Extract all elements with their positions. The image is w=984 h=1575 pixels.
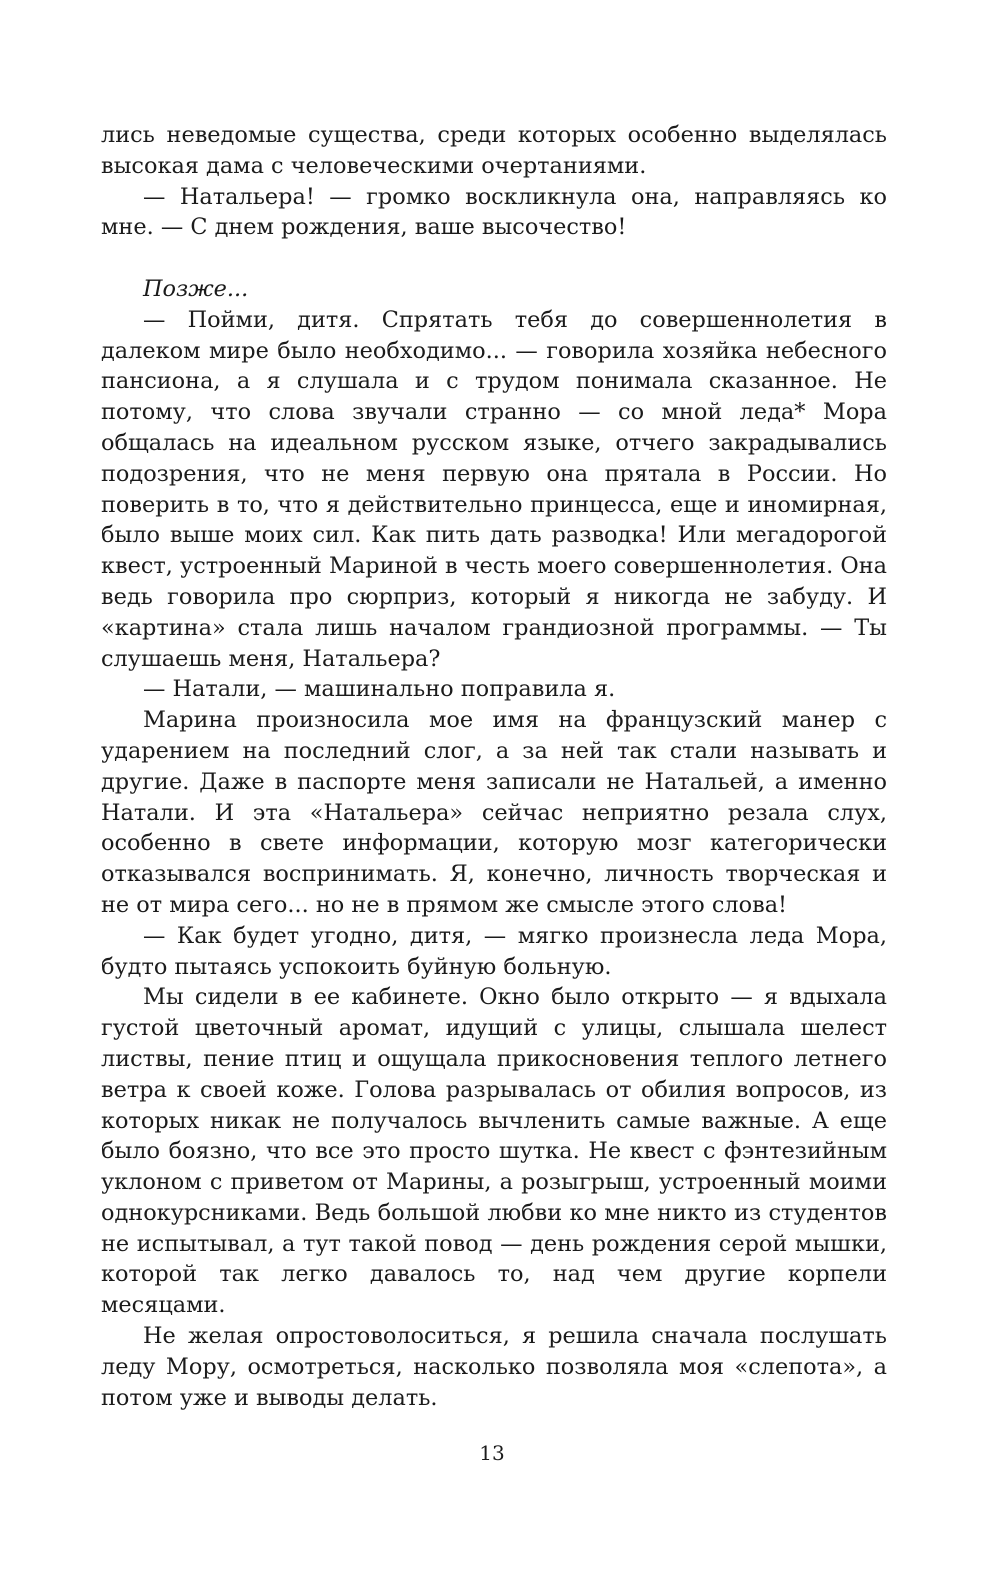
paragraph-leda-mora-speech: — Пойми, дитя. Спрятать тебя до совершеннолетия в далеком мире было необходимо... — говорила хозяйка небесного пансиона, а я слушала и с трудом понимала сказанное. Не потому, что слова звучали странно — со мной леда* Мора общалась на идеальном русском языке, отчего закрадывались подозрения, что не меня первую она прятала в России. Но поверить в то, что я действительно принцесса, еще и иномирная, было выше моих сил. Как пить дать разводка! Или мегадорогой квест, устроенный Мариной в честь моего совершеннолетия. Она ведь говорила про сюрприз, который я никогда не забуду. И «картина» стала лишь началом грандиозной программы. — Ты слушаешь меня, Натальера? [101, 306, 887, 672]
paragraph-dialogue-greeting: — Натальера! — громко воскликнула она, направляясь ко мне. — С днем рождения, ваше высочество! [101, 183, 887, 241]
paragraph-decision: Не желая опростоволоситься, я решила сначала послушать леду Мору, осмотреться, насколько позволяла моя «слепота», а потом уже и выводы делать. [101, 1323, 887, 1411]
paragraph-leda-mora-reply: — Как будет угодно, дитя, — мягко произнесла леда Мора, будто пытаясь успокоить буйную больную. [101, 922, 887, 980]
paragraph-continuation: лись неведомые существа, среди которых особенно выделялась высокая дама с человеческими очертаниями. [101, 122, 887, 179]
paragraph-correction: — Натали, — машинально поправила я. [143, 676, 616, 703]
page-number: 13 [479, 1441, 505, 1465]
scene-break-later: Позже... [143, 275, 249, 302]
book-page-text [101, 120, 887, 1413]
paragraph-name-explanation: Марина произносила мое имя на французский манер с ударением на последний слог, а за ней так стали называть и другие. Даже в паспорте меня записали не Натальей, а именно Натали. И эта «Натальера» сейчас неприятно резала слух, особенно в свете информации, которую мозг категорически отказывался воспринимать. Я, конечно, личность творческая и не от мира сего... но не в прямом же смысле этого слова! [101, 707, 887, 918]
paragraph-office-scene: Мы сидели в ее кабинете. Окно было открыто — я вдыхала густой цветочный аромат, идущий с улицы, слышала шелест листвы, пение птиц и ощущала прикосновения теплого летнего ветра к своей коже. Голова разрывалась от обилия вопросов, из которых никак не получалось вычленить самые важные. А еще было боязно, что все это просто шутка. Не квест с фэнтезийным уклоном с приветом от Марины, а розыгрыш, устроенный моими однокурсниками. Ведь большой любви ко мне никто из студентов не испытывал, а тут такой повод — день рождения серой мышки, которой так легко давалось то, над чем другие корпели месяцами. [101, 984, 887, 1319]
